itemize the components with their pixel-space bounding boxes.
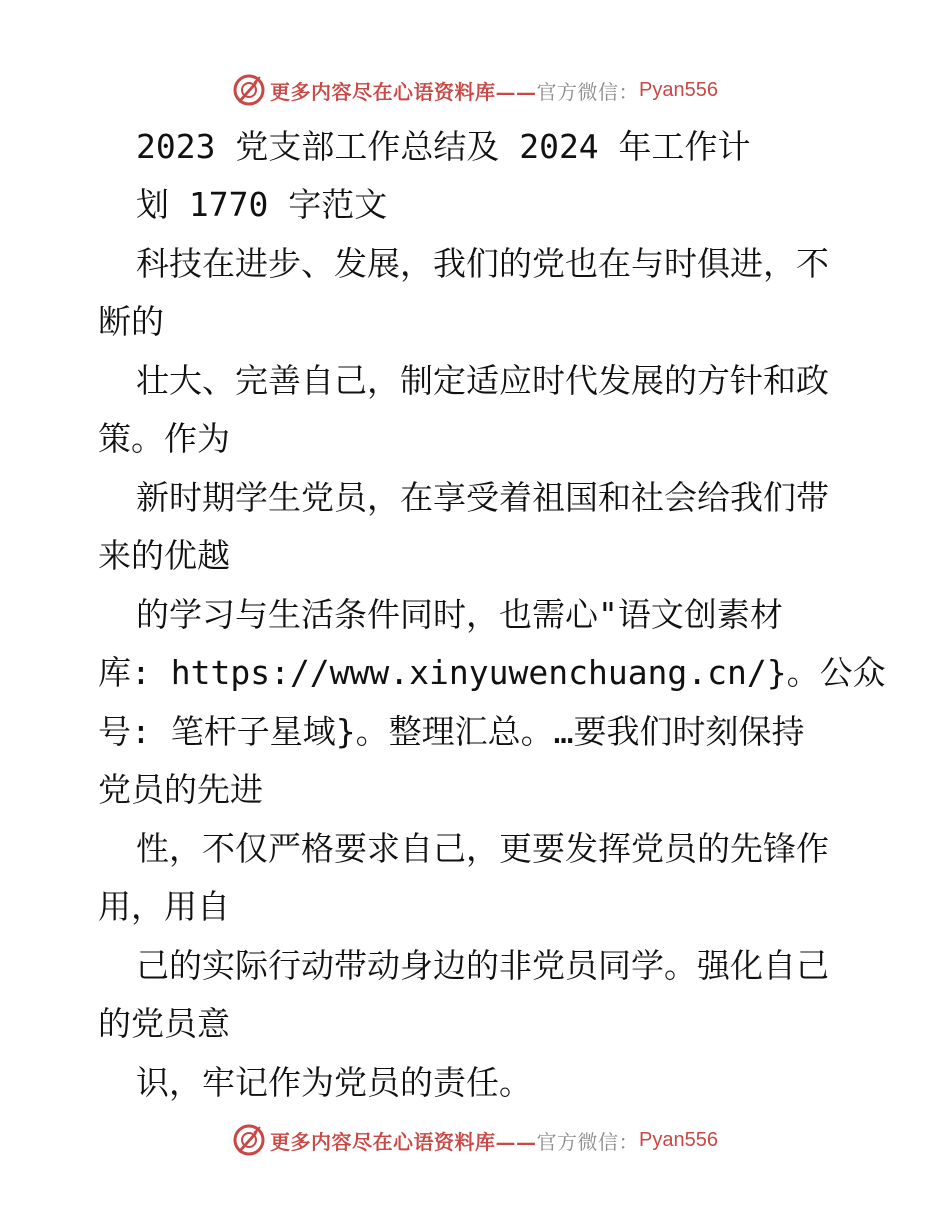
body-line: 的党员意 <box>98 1004 230 1043</box>
banner-wechat-id: Pyan556 <box>639 1128 718 1151</box>
body-line: 科技在进步、发展，我们的党也在与时俱进，不 <box>136 244 829 283</box>
title-line-1: 2023 党支部工作总结及 2024 年工作计 <box>136 127 751 166</box>
body-line: 用，用自 <box>98 887 230 926</box>
body-line: 策。作为 <box>98 419 230 458</box>
brand-logo-icon <box>232 73 266 107</box>
body-line: 性，不仅严格要求自己，更要发挥党员的先锋作 <box>136 829 829 868</box>
body-line: 党员的先进 <box>98 770 263 809</box>
banner-wechat-id: Pyan556 <box>639 78 718 101</box>
banner-wechat-label: 官方微信： <box>536 79 640 104</box>
body-line: 新时期学生党员，在享受着祖国和社会给我们带 <box>136 478 829 517</box>
title-line-2: 划 1770 字范文 <box>136 185 388 224</box>
body-line: 断的 <box>98 302 164 341</box>
brand-logo-icon <box>232 1123 266 1157</box>
body-line: 号: 笔杆子星域}。整理汇总。…要我们时刻保持 <box>98 712 805 751</box>
banner-text: 更多内容尽在心语资料库—— <box>270 79 537 104</box>
body-line: 壮大、完善自己，制定适应时代发展的方针和政 <box>136 361 829 400</box>
body-line: 的学习与生活条件同时，也需心"语文创素材 <box>136 595 783 634</box>
header-banner <box>0 70 950 110</box>
footer-banner <box>0 1120 950 1160</box>
body-line: 己的实际行动带动身边的非党员同学。强化自己 <box>136 946 829 985</box>
banner-wechat-label: 官方微信： <box>536 1129 640 1154</box>
body-line: 识，牢记作为党员的责任。 <box>136 1063 532 1102</box>
body-line: 来的优越 <box>98 536 230 575</box>
body-line: 库: https://www.xinyuwenchuang.cn/}。公众 <box>98 653 886 692</box>
banner-text: 更多内容尽在心语资料库—— <box>270 1129 537 1154</box>
